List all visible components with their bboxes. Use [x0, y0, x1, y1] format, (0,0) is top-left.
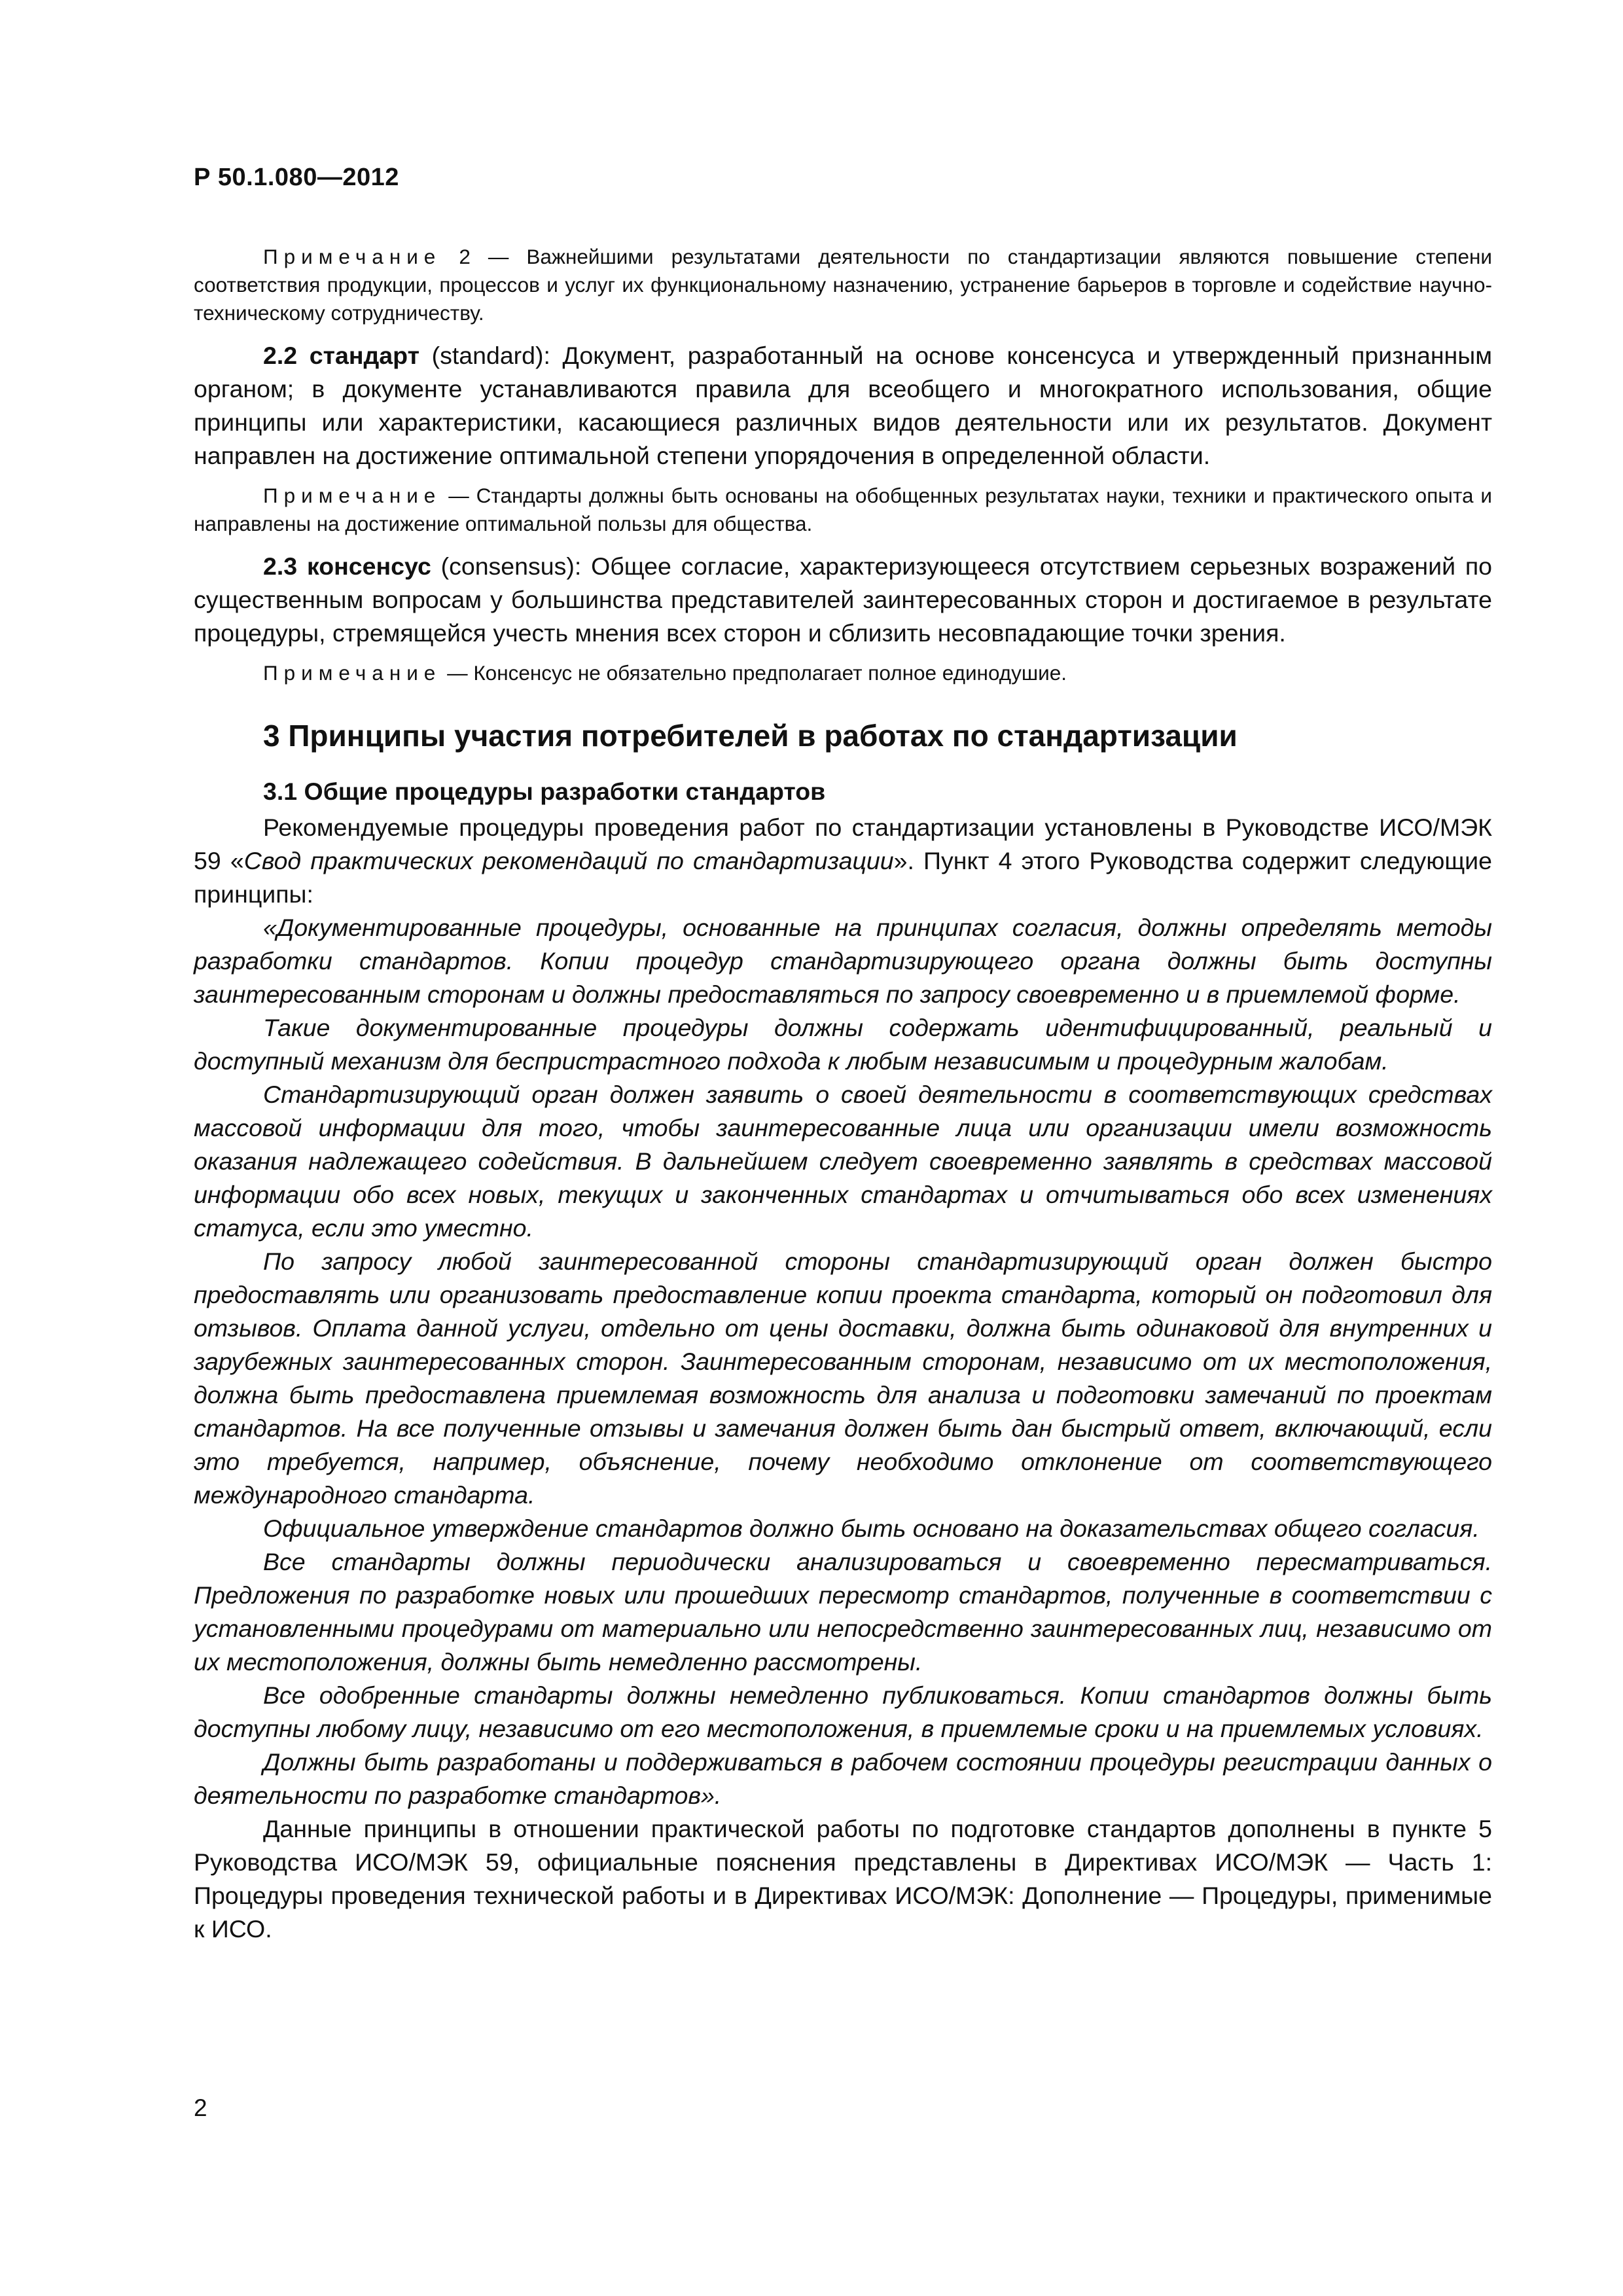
- quote-paragraph: По запросу любой заинтересованной стороны стандартизирующий орган должен быстро предоставлять или организовать предоставление копии проекта стандарта, который он подготовил для отзывов. Оплата данной услуги, отдельно от цены доставки, должна быть одинаковой для внутренних и зарубежных заинтересованных сторон. Заинтересованным сторонам, независимо от их местоположения, должна быть предоставлена приемлемая возможность для анализа и подготовки замечаний по проектам стандартов. На все полученные отзывы и замечания должен быть дан быстрый ответ, включающий, если это требуется, например, объяснение, почему необходимо отклонение от соответствующего международного стандарта.: [194, 1247, 1492, 1509]
- section-3-1-closing: Данные принципы в отношении практической работы по подготовке стандартов дополнены в пункте 5 Руководства ИСО/МЭК 59, официальные пояснения представлены в Директивах ИСО/МЭК — Часть 1: Процедуры проведения технической работы и в Директивах ИСО/МЭК: Дополнение — Процедуры, применимые к ИСО.: [194, 1815, 1492, 1943]
- subsection-3-1-heading: 3.1 Общие процедуры разработки стандартов: [263, 778, 826, 805]
- note-text: 2 — Важнейшими результатами деятельности по стандартизации являются повышение степени соответствия продукции, процессов и услуг их функциональному назначению, устранение барьеров в торговле и содействие научно-техническому сотрудничеству.: [194, 245, 1492, 325]
- term-2-2-definition: [194, 339, 1492, 473]
- section-3-1-intro: [194, 811, 1492, 911]
- note-label: Примечание: [263, 484, 442, 507]
- intro-text-end: ». Пункт 4 этого Руководства содержит следующие принципы:: [194, 847, 1492, 908]
- note-text: — Стандарты должны быть основаны на обобщенных результатах науки, техники и практического опыта и направлены на достижение оптимальной пользы для общества.: [194, 484, 1492, 535]
- term-2-3-definition: [194, 550, 1492, 650]
- page-number: 2: [194, 2094, 207, 2121]
- quote-paragraph: Официальное утверждение стандартов должно быть основано на доказательствах общего согласия.: [263, 1515, 1480, 1542]
- quote-paragraph: «Документированные процедуры, основанные на принципах согласия, должны определять методы разработки стандартов. Копии процедур стандартизирующего органа должны быть доступны заинтересованным сторонам и должны предоставляться по запросу своевременно и в приемлемой форме.: [194, 914, 1492, 1008]
- quote-paragraph: Все стандарты должны периодически анализироваться и своевременно пересматриваться. Предложения по разработке новых или прошедших пересмотр стандартов, полученные в соответствии с установленными процедурами от материально или непосредственно заинтересованных лиц, независимо от их местоположения, должны быть немедленно рассмотрены.: [194, 1548, 1492, 1676]
- section-3-heading: 3 Принципы участия потребителей в работах по стандартизации: [263, 719, 1238, 753]
- note-label: Примечание: [263, 245, 442, 268]
- note-2-2: [194, 482, 1492, 538]
- term-number: 2.3: [263, 552, 298, 580]
- quote-paragraph: Стандартизирующий орган должен заявить о своей деятельности в соответствующих средствах массовой информации для того, чтобы заинтересованные лица или организации имели возможность оказания надлежащего содействия. В дальнейшем следует своевременно заявлять в средствах массовой информации обо всех новых, текущих и законченных стандартах и отчитываться обо всех изменениях статуса, если это уместно.: [194, 1081, 1492, 1242]
- term-name: стандарт: [309, 342, 419, 369]
- document-designation: Р 50.1.080—2012: [194, 164, 399, 191]
- note-label: Примечание: [263, 661, 442, 685]
- note-2-3: [194, 659, 1492, 687]
- quote-paragraph: Должны быть разработаны и поддерживаться в рабочем состоянии процедуры регистрации данных о деятельности по разработке стандартов».: [194, 1748, 1492, 1809]
- quote-paragraph: Такие документированные процедуры должны содержать идентифицированный, реальный и доступный механизм для беспристрастного подхода к любым независимым и процедурным жалобам.: [194, 1014, 1492, 1075]
- note-text: — Консенсус не обязательно предполагает полное единодушие.: [441, 661, 1067, 685]
- guide-title: Свод практических рекомендаций по стандартизации: [243, 847, 894, 874]
- note-2-1: [194, 243, 1492, 327]
- term-number: 2.2: [263, 342, 298, 369]
- term-definition-text: (standard): Документ, разработанный на основе консенсуса и утвержденный признанным органом; в документе устанавливаются правила для всеобщего и многократного использования, общие принципы или характеристики, касающиеся различных видов деятельности или их результатов. Документ направлен на достижение оптимальной степени упорядочения в определенной области.: [194, 342, 1492, 469]
- term-name: консенсус: [306, 552, 431, 580]
- term-definition-text: (consensus): Общее согласие, характеризующееся отсутствием серьезных возражений по существенным вопросам у большинства представителей заинтересованных сторон и достигаемое в результате процедуры, стремящейся учесть мнения всех сторон и сблизить несовпадающие точки зрения.: [194, 552, 1493, 647]
- intro-text-start: Рекомендуемые процедуры проведения работ по стандартизации установлены в Руководстве ИСО/МЭК 59 «: [194, 814, 1492, 874]
- quote-paragraph: Все одобренные стандарты должны немедленно публиковаться. Копии стандартов должны быть доступны любому лицу, независимо от его местоположения, в приемлемые сроки и на приемлемых условиях.: [194, 1681, 1492, 1742]
